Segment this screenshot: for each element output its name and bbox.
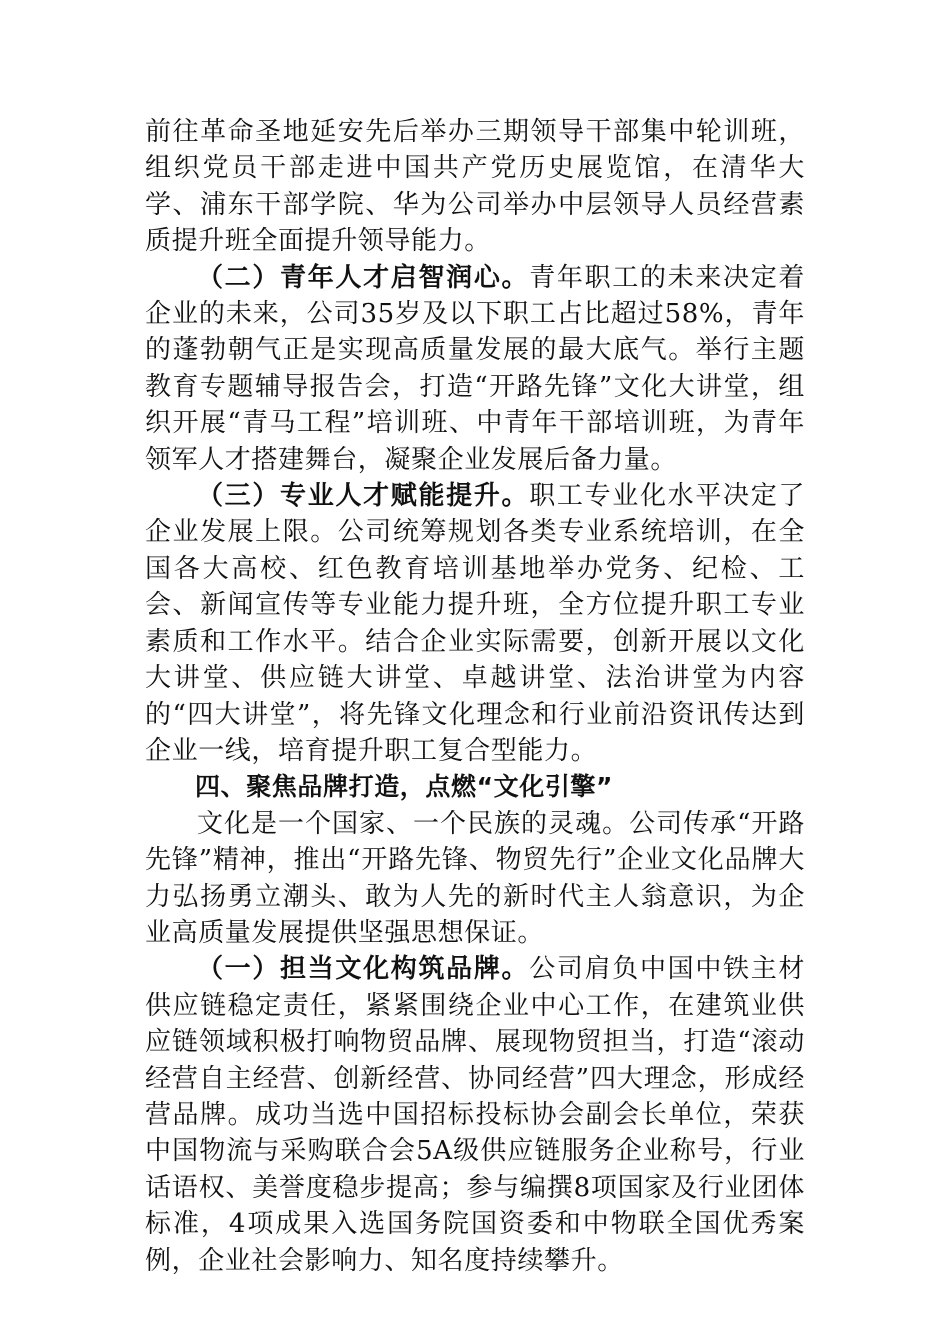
section-heading-brand: 四、聚焦品牌打造，点燃“文化引擎” (195, 772, 614, 802)
subheading-professional-talent: （三）专业人才赋能提升。 (197, 481, 530, 512)
paragraph-professional-talent (145, 478, 805, 769)
paragraph-youth-talent (145, 260, 805, 478)
document-body (145, 114, 805, 1279)
subheading-youth-talent: （二）青年人才启智润心。 (197, 262, 530, 293)
paragraph-culture-intro: 文化是一个国家、一个民族的灵魂。公司传承“开路先锋”精神，推出“开路先锋、物贸先行”企业文化品牌大力弘扬勇立潮头、敢为人先的新时代主人翁意识，为企业高质量发展提供坚强思想保证。 (145, 808, 805, 948)
subheading-brand-building: （一）担当文化构筑品牌。 (197, 954, 530, 985)
paragraph-brand-building (145, 951, 805, 1279)
paragraph-continuation: 前往革命圣地延安先后举办三期领导干部集中轮训班，组织党员干部走进中国共产党历史展览馆，在清华大学、浦东干部学院、华为公司举办中层领导人员经营素质提升班全面提升领导能力。 (145, 117, 805, 257)
paragraph-professional-talent-body: 职工专业化水平决定了企业发展上限。公司统筹规划各类专业系统培训，在全国各大高校、红色教育培训基地举办党务、纪检、工会、新闻宣传等专业能力提升班，全方位提升职工专业素质和工作水平。结合企业实际需要，创新开展以文化大讲堂、供应链大讲堂、卓越讲堂、法治讲堂为内容的“四大讲堂”，将先锋文化理念和行业前沿资讯传达到企业一线，培育提升职工复合型能力。 (145, 481, 805, 766)
paragraph-youth-talent-body: 青年职工的未来决定着企业的未来，公司35岁及以下职工占比超过58%，青年的蓬勃朝气正是实现高质量发展的最大底气。举行主题教育专题辅导报告会，打造“开路先锋”文化大讲堂，组织开展“青马工程”培训班、中青年干部培训班，为青年领军人才搭建舞台，凝聚企业发展后备力量。 (145, 262, 805, 475)
paragraph-brand-building-body: 公司肩负中国中铁主材供应链稳定责任，紧紧围绕企业中心工作，在建筑业供应链领域积极打响物贸品牌、展现物贸担当，打造“滚动经营自主经营、创新经营、协同经营”四大理念，形成经营品牌。成功当选中国招标投标协会副会长单位，荣获中国物流与采购联合会5A级供应链服务企业称号，行业话语权、美誉度稳步提高；参与编撰8项国家及行业团体标准，4项成果入选国务院国资委和中物联全国优秀案例，企业社会影响力、知名度持续攀升。 (145, 954, 805, 1276)
